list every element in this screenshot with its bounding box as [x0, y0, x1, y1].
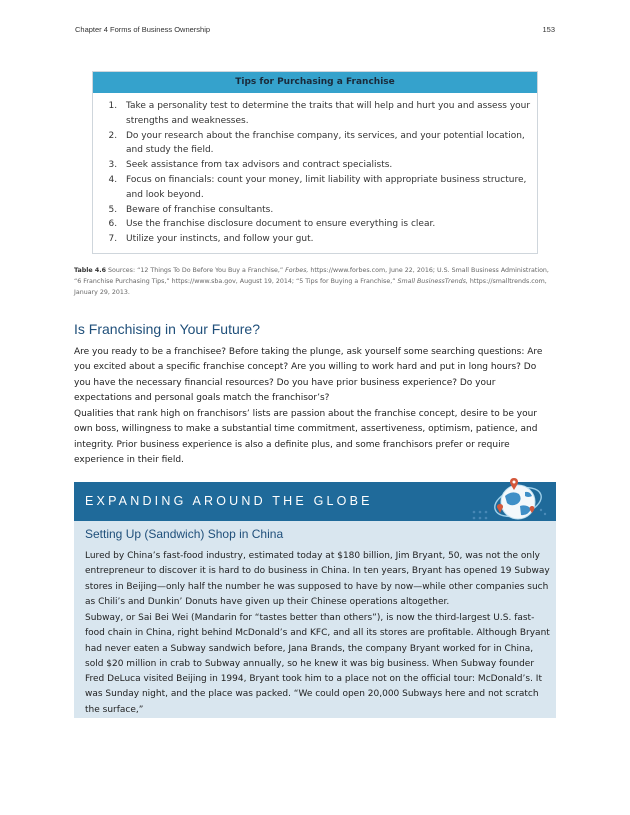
tip-item: 3. Seek assistance from tax advisors and contract specialists.: [120, 158, 537, 173]
tips-table: [92, 71, 538, 254]
feature-title: Setting Up (Sandwich) Shop in China: [85, 527, 284, 541]
tip-item: 5. Beware of franchise consultants.: [120, 203, 537, 218]
feature-box: [74, 482, 556, 718]
section-heading: Is Franchising in Your Future?: [74, 321, 260, 337]
caption-text: https://www.forbes.com, June 22, 2016; U.S. Small Business Administration, “6 Franchise Purchasing Tips,” https://www.sba.gov, August 19, 2014; “5 Tips for Buying a Franchise,”: [74, 267, 549, 285]
caption-text: Sources: “12 Things To Do Before You Buy a Franchise,”: [108, 267, 284, 274]
feature-paragraph: Lured by China’s fast-food industry, estimated today at $180 billion, Jim Bryant, 50, was not the only entrepreneur to discover it is hard to do business in China. In ten years, Bryant has opened 19 Subway stores in Beijing—only half the number he was supposed to have by now—while other companies such as Chili’s and Dunkin’ Donuts have given up their Chinese operations altogether.: [85, 551, 550, 607]
caption-publication: Forbes,: [285, 267, 309, 274]
tip-item: 4. Focus on financials: count your money, limit liability with appropriate business structure, and look beyond.: [120, 173, 537, 203]
tip-item: 7. Utilize your instincts, and follow your gut.: [120, 232, 537, 247]
tips-list: [93, 99, 537, 247]
feature-paragraph: Subway, or Sai Bei Wei (Mandarin for “tastes better than others”), is now the third-largest U.S. fast-food chain in China, right behind McDonald’s and KFC, and all its stores are profitable. Although Bryant had never eaten a Subway sandwich before, Jana Brands, the company Bryant worked for in China, sold $20 million in crab to Subway annually, so he knew it was big business. When Subway founder Fred DeLuca visited Beijing in 1994, Bryant took him to a place not on the official tour: McDonald’s. It was Sunday night, and the place was packed. “We could open 20,000 Subways here and not scratch the surface,”: [85, 613, 550, 715]
tip-item: 6. Use the franchise disclosure document to ensure everything is clear.: [120, 217, 537, 232]
globe-icon: [470, 476, 550, 524]
caption-text: https://smalltrends.com, January 29, 2013.: [74, 278, 547, 296]
table-label: Table 4.6: [74, 267, 107, 274]
chapter-title: Chapter 4 Forms of Business Ownership: [75, 25, 211, 34]
tip-item: 2. Do your research about the franchise company, its services, and your potential location, and study the field.: [120, 129, 537, 159]
tip-item: 1. Take a personality test to determine the traits that will help and hurt you and assess your strengths and weaknesses.: [120, 99, 537, 129]
feature-banner: [74, 482, 556, 521]
feature-banner-title: EXPANDING AROUND THE GLOBE: [85, 494, 373, 508]
running-head: [75, 25, 555, 34]
table-caption: [74, 265, 552, 298]
body-paragraph: Qualities that rank high on franchisors’ lists are passion about the franchise concept, desire to be your own boss, willingness to make a substantial time commitment, assertiveness, optimism, patience, and integrity. Prior business experience is also a definite plus, and some franchisors prefer or require experience in their field.: [74, 409, 538, 465]
page-number: 153: [542, 25, 555, 34]
caption-publication: Small BusinessTrends,: [397, 278, 468, 285]
tips-table-title: Tips for Purchasing a Franchise: [93, 72, 537, 93]
body-paragraph: Are you ready to be a franchisee? Before taking the plunge, ask yourself some searching questions: Are you excited about a specific franchise concept? Are you willing to work hard and put in long hours? Do you have the necessary financial resources? Do you have prior business experience? Do your expectations and personal goals match the franchisor’s?: [74, 347, 543, 403]
